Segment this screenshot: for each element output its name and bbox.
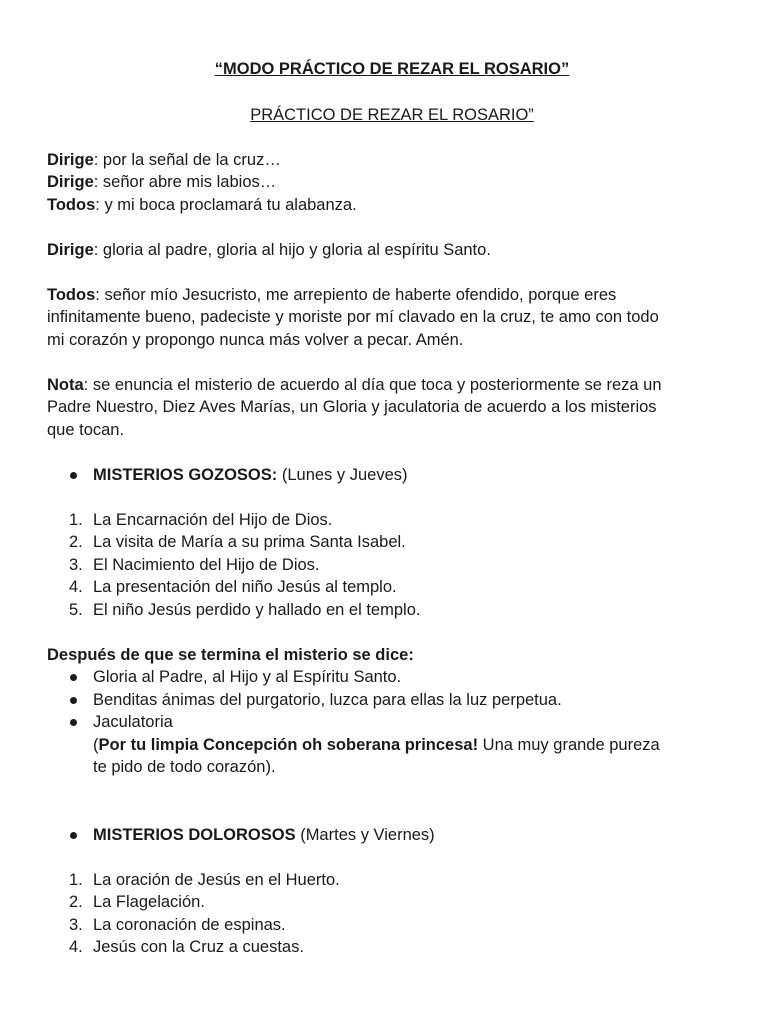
gozosos-heading: MISTERIOS GOZOSOS: (Lunes y Jueves) — [47, 464, 737, 487]
opening-line-2: Dirige: señor abre mis labios… — [47, 173, 277, 191]
list-item: 5. El niño Jesús perdido y hallado en el templo. — [69, 600, 421, 619]
contrition-prayer: Todos: señor mío Jesucristo, me arrepiento de haberte ofendido, porque eres infinitamente bueno, padeciste y moriste por mí clavado en la cruz, te amo con todo mi corazón y propongo nunca más volver a pecar. Amén. — [47, 285, 659, 349]
dolorosos-list — [47, 869, 737, 959]
bullet-icon — [70, 719, 77, 726]
after-list — [47, 666, 737, 779]
opening-prayers — [47, 149, 737, 217]
list-item: 4. Jesús con la Cruz a cuestas. — [69, 938, 304, 956]
bullet-icon — [70, 674, 77, 681]
dolorosos-heading-list — [47, 824, 737, 847]
list-item: 2. La visita de María a su prima Santa Isabel. — [69, 533, 406, 551]
list-item: 1. La Encarnación del Hijo de Dios. — [69, 510, 333, 529]
bullet-icon — [70, 697, 77, 704]
gozosos-list — [47, 509, 737, 622]
list-item: 3. La coronación de espinas. — [69, 915, 286, 934]
opening-line-3: Todos: y mi boca proclamará tu alabanza. — [47, 195, 357, 214]
document-page — [47, 58, 737, 959]
list-item: Benditas ánimas del purgatorio, luzca para ellas la luz perpetua. — [47, 689, 737, 712]
dolorosos-heading: MISTERIOS DOLOROSOS (Martes y Viernes) — [47, 824, 737, 847]
list-item: 3. El Nacimiento del Hijo de Dios. — [69, 555, 320, 574]
list-item: 4. La presentación del niño Jesús al templo. — [69, 578, 397, 596]
list-item: Gloria al Padre, al Hijo y al Espíritu Santo. — [47, 666, 737, 689]
gozosos-heading-list — [47, 464, 737, 487]
bullet-icon — [70, 472, 77, 479]
document-subtitle: PRÁCTICO DE REZAR EL ROSARIO” — [250, 106, 534, 124]
list-item: 1. La oración de Jesús en el Huerto. — [69, 870, 340, 889]
bullet-icon — [70, 832, 77, 839]
after-heading: Después de que se termina el misterio se dice: — [47, 645, 414, 664]
list-item: 2. La Flagelación. — [69, 893, 205, 911]
document-title: “MODO PRÁCTICO DE REZAR EL ROSARIO” — [214, 60, 570, 78]
note-paragraph: Nota: se enuncia el misterio de acuerdo al día que toca y posteriormente se reza un Padre Nuestro, Diez Aves Marías, un Gloria y jaculatoria de acuerdo a los misterios que tocan. — [47, 375, 662, 439]
gloria-line: Dirige: gloria al padre, gloria al hijo y gloria al espíritu Santo. — [47, 240, 491, 259]
list-item: Jaculatoria (Por tu limpia Concepción oh soberana princesa! Una muy grande pureza te pido de todo corazón). — [47, 711, 737, 779]
opening-line-1: Dirige: por la señal de la cruz… — [47, 150, 281, 169]
